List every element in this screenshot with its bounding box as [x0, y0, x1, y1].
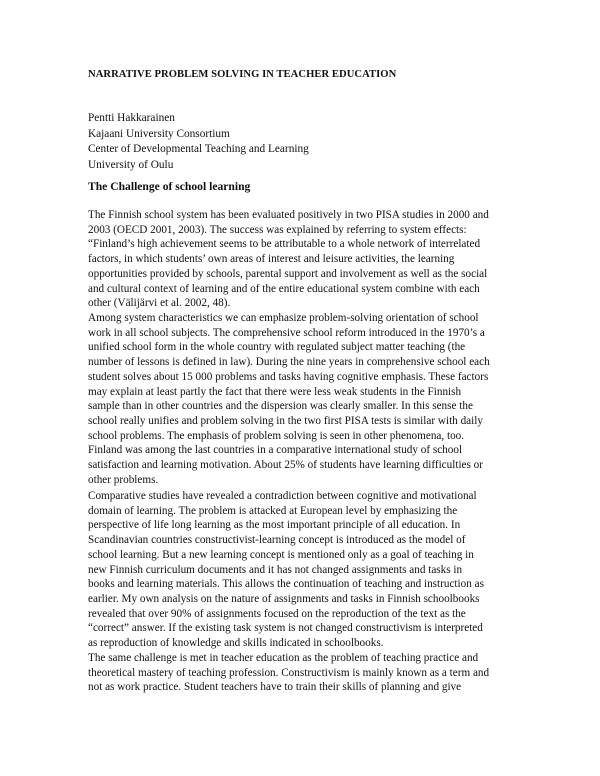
paragraph-line: opportunities provided by schools, parental support and involvement as well as the social — [88, 267, 488, 280]
paragraph-line: sample than in other countries and the dispersion was clearly smaller. In this sense the — [88, 400, 473, 413]
paragraph-line: perspective of life long learning as the most important principle of all education. In — [88, 519, 461, 532]
paragraph-line: Among system characteristics we can emphasize problem-solving orientation of school — [88, 312, 479, 324]
paragraph-line: Scandinavian countries constructivist-learning concept is introduced as the model of — [88, 534, 466, 547]
document-title: NARRATIVE PROBLEM SOLVING IN TEACHER EDUCATION — [88, 69, 397, 80]
paragraph-line: “correct” answer. If the existing task system is not changed constructivism is interpreted — [88, 622, 483, 635]
paragraph-line: books and learning materials. This allows the continuation of teaching and instruction as — [88, 578, 484, 591]
paragraph-line: unified school form in the whole country with regulated subject matter teaching (the — [88, 341, 466, 354]
paragraph-line: 2003 (OECD 2001, 2003). The success was explained by referring to system effects: — [88, 223, 467, 236]
author-affiliation: Center of Developmental Teaching and Learning — [88, 143, 309, 155]
paragraph-line: school learning. But a new learning concept is mentioned only as a goal of teaching in — [88, 548, 474, 561]
paragraph-line: and cultural context of learning and of the entire educational system combine with each — [88, 282, 480, 295]
paragraph-line: Comparative studies have revealed a contradiction between cognitive and motivational — [88, 490, 477, 502]
paragraph-line: factors, in which students’ own areas of interest and leisure activities, the learning — [88, 253, 455, 266]
paragraph-line: student solves about 15 000 problems and tasks having cognitive emphasis. These factors — [88, 370, 489, 383]
author-affiliation: Kajaani University Consortium — [88, 127, 230, 140]
body-paragraph — [88, 489, 528, 651]
paragraph-line: “Finland’s high achievement seems to be attributable to a whole network of interrelated — [88, 238, 481, 251]
paragraph-line: work in all school subjects. The comprehensive school reform introduced in the 1970’s a — [88, 326, 485, 339]
paragraph-line: earlier. My own analysis on the nature of assignments and tasks in Finnish schoolbooks — [88, 592, 480, 605]
paragraph-line: may explain at least partly the fact that there were less weak students in the Finnish — [88, 385, 462, 398]
author-affiliation: University of Oulu — [88, 158, 174, 171]
paragraph-line: satisfaction and learning motivation. About 25% of students have learning difficulties or — [88, 459, 483, 472]
paragraph-line: not as work practice. Student teachers have to train their skills of planning and give — [88, 681, 462, 694]
body-paragraph — [88, 311, 528, 487]
paragraph-line: other (Välijärvi et al. 2002, 48). — [88, 297, 231, 310]
paragraph-line: other problems. — [88, 473, 159, 486]
body-paragraph — [88, 651, 528, 695]
paragraph-line: school problems. The emphasis of problem solving is seen in other phenomena, too. — [88, 429, 465, 442]
body-paragraph — [88, 208, 528, 311]
paragraph-line: as reproduction of knowledge and skills indicated in schoolbooks. — [88, 637, 384, 650]
paragraph-line: number of lessons is defined in law). During the nine years in comprehensive school each — [88, 356, 490, 369]
paragraph-line: revealed that over 90% of assignments focused on the reproduction of the text as the — [88, 607, 466, 620]
paragraph-line: new Finnish curriculum documents and it has not changed assignments and tasks in — [88, 563, 463, 576]
paragraph-line: The same challenge is met in teacher education as the problem of teaching practice and — [88, 652, 479, 664]
paragraph-line: theoretical mastery of teaching profession. Constructivism is mainly known as a term and — [88, 666, 490, 679]
paragraph-line: Finland was among the last countries in a comparative international study of school — [88, 444, 463, 457]
section-heading: The Challenge of school learning — [88, 180, 251, 193]
paragraph-line: domain of learning. The problem is attacked at European level by emphasizing the — [88, 504, 458, 517]
author-block — [88, 111, 309, 173]
author-name: Pentti Hakkarainen — [88, 112, 175, 124]
paragraph-line: The Finnish school system has been evaluated positively in two PISA studies in 2000 and — [88, 209, 489, 221]
paragraph-line: school really unifies and problem solving in the two first PISA tests is similar with daily — [88, 414, 483, 427]
